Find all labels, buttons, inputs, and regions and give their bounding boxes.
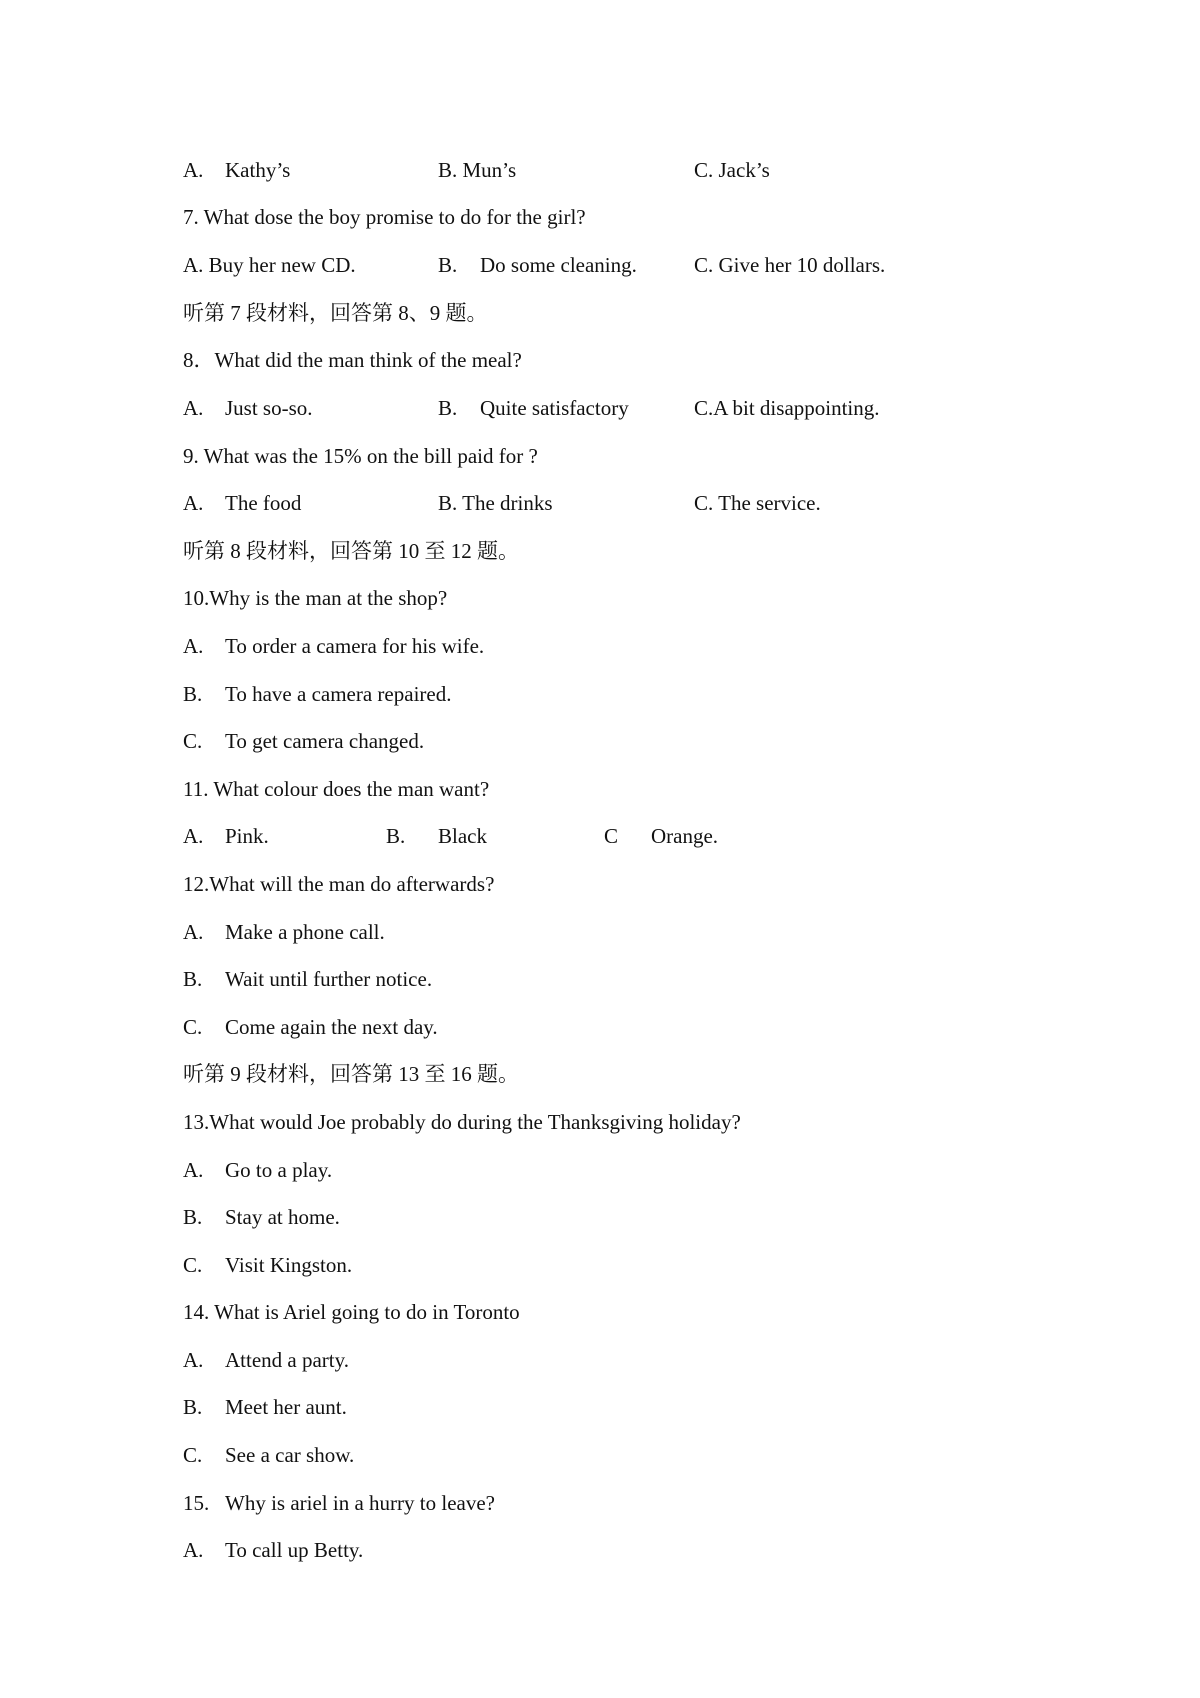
option-text: Black bbox=[438, 824, 487, 848]
option-letter: A. bbox=[183, 824, 204, 848]
question-11 bbox=[0, 773, 1200, 805]
option-text: To call up Betty. bbox=[225, 1538, 364, 1562]
option-letter: A. bbox=[183, 920, 204, 944]
q12-option-c bbox=[0, 1011, 1200, 1043]
option-text: Quite satisfactory bbox=[480, 396, 629, 420]
q7-options bbox=[0, 249, 1200, 281]
question-7 bbox=[0, 201, 1200, 233]
option-text: To order a camera for his wife. bbox=[225, 634, 485, 658]
option-text: Do some cleaning. bbox=[480, 253, 637, 277]
option-text: Wait until further notice. bbox=[225, 967, 433, 991]
option-letter: B. bbox=[183, 1205, 203, 1229]
section-instruction: 听第 9 段材料，回答第 13 至 16 题。 bbox=[183, 1062, 519, 1086]
option-text: Come again the next day. bbox=[225, 1015, 438, 1039]
question-text: 9. What was the 15% on the bill paid for ? bbox=[183, 444, 538, 468]
option-text: Orange. bbox=[651, 824, 719, 848]
option-text: Stay at home. bbox=[225, 1205, 340, 1229]
option-letter: A. bbox=[183, 1158, 204, 1182]
option-b: B. The drinks bbox=[438, 491, 553, 515]
section-instruction: 听第 8 段材料，回答第 10 至 12 题。 bbox=[183, 539, 519, 563]
q10-option-a bbox=[0, 630, 1200, 662]
q14-option-c bbox=[0, 1439, 1200, 1471]
option-c: C. The service. bbox=[694, 491, 821, 515]
q14-option-a bbox=[0, 1344, 1200, 1376]
question-9 bbox=[0, 440, 1200, 472]
option-text: Make a phone call. bbox=[225, 920, 385, 944]
question-text: Why is ariel in a hurry to leave? bbox=[225, 1491, 495, 1515]
option-text: The food bbox=[225, 491, 302, 515]
question-number: 15. bbox=[183, 1491, 210, 1515]
option-letter: A. bbox=[183, 158, 204, 182]
q6-options bbox=[0, 154, 1200, 186]
section-heading bbox=[0, 297, 1200, 329]
option-letter: B. bbox=[386, 824, 406, 848]
option-letter: B. bbox=[183, 967, 203, 991]
option-letter: A. bbox=[183, 1348, 204, 1372]
question-8 bbox=[0, 344, 1200, 376]
question-12 bbox=[0, 868, 1200, 900]
question-text: 7. What dose the boy promise to do for the girl? bbox=[183, 205, 586, 229]
question-text: 8．What did the man think of the meal? bbox=[183, 348, 522, 372]
option-c: C.A bit disappointing. bbox=[694, 396, 880, 420]
q13-option-b bbox=[0, 1201, 1200, 1233]
question-text: 12.What will the man do afterwards? bbox=[183, 872, 495, 896]
option-text: Go to a play. bbox=[225, 1158, 333, 1182]
section-heading bbox=[0, 535, 1200, 567]
option-letter: C. bbox=[183, 1253, 203, 1277]
option-letter: B. bbox=[438, 253, 458, 277]
option-letter: B. bbox=[438, 396, 458, 420]
option-letter: A. bbox=[183, 396, 204, 420]
section-instruction: 听第 7 段材料，回答第 8、9 题。 bbox=[183, 301, 488, 325]
section-heading bbox=[0, 1058, 1200, 1090]
question-text: 10.Why is the man at the shop? bbox=[183, 586, 448, 610]
option-text: Just so-so. bbox=[225, 396, 313, 420]
q14-option-b bbox=[0, 1391, 1200, 1423]
option-letter: C bbox=[604, 824, 619, 848]
option-letter: B. bbox=[183, 1395, 203, 1419]
q13-option-a bbox=[0, 1154, 1200, 1186]
question-text: 14. What is Ariel going to do in Toronto bbox=[183, 1300, 520, 1324]
q8-options bbox=[0, 392, 1200, 424]
q9-options bbox=[0, 487, 1200, 519]
question-text: 13.What would Joe probably do during the Thanksgiving holiday? bbox=[183, 1110, 741, 1134]
option-letter: C. bbox=[183, 1443, 203, 1467]
option-a: A. Buy her new CD. bbox=[183, 253, 356, 277]
q15-option-a bbox=[0, 1534, 1200, 1566]
q13-option-c bbox=[0, 1249, 1200, 1281]
option-text: To have a camera repaired. bbox=[225, 682, 452, 706]
question-15 bbox=[0, 1487, 1200, 1519]
option-letter: A. bbox=[183, 634, 204, 658]
question-text: 11. What colour does the man want? bbox=[183, 777, 490, 801]
question-13 bbox=[0, 1106, 1200, 1138]
option-b: B. Mun’s bbox=[438, 158, 517, 182]
option-letter: C. bbox=[183, 1015, 203, 1039]
q12-option-b bbox=[0, 963, 1200, 995]
option-c: C. Jack’s bbox=[694, 158, 770, 182]
q12-option-a bbox=[0, 916, 1200, 948]
option-letter: C. bbox=[183, 729, 203, 753]
option-text: Meet her aunt. bbox=[225, 1395, 347, 1419]
option-letter: A. bbox=[183, 1538, 204, 1562]
q10-option-b bbox=[0, 678, 1200, 710]
q11-options bbox=[0, 820, 1200, 852]
option-letter: B. bbox=[183, 682, 203, 706]
option-text: Pink. bbox=[225, 824, 269, 848]
option-text: Attend a party. bbox=[225, 1348, 350, 1372]
option-text: Kathy’s bbox=[225, 158, 291, 182]
option-text: To get camera changed. bbox=[225, 729, 425, 753]
option-c: C. Give her 10 dollars. bbox=[694, 253, 886, 277]
option-text: See a car show. bbox=[225, 1443, 355, 1467]
question-14 bbox=[0, 1296, 1200, 1328]
q10-option-c bbox=[0, 725, 1200, 757]
question-10 bbox=[0, 582, 1200, 614]
option-text: Visit Kingston. bbox=[225, 1253, 353, 1277]
option-letter: A. bbox=[183, 491, 204, 515]
